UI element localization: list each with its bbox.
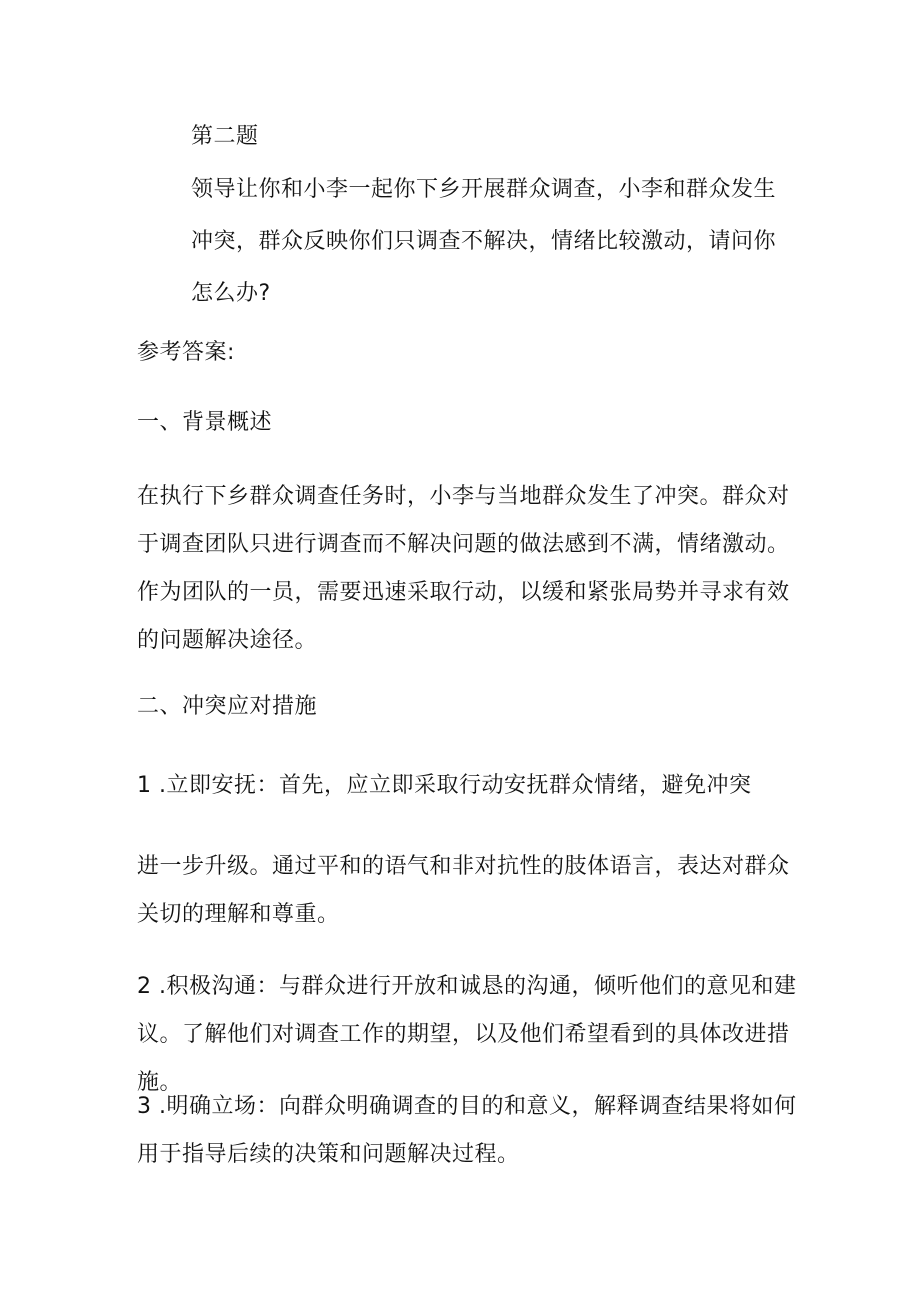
item-number: 1: [137, 773, 152, 798]
measure-item-3: [137, 1083, 797, 1179]
section-heading-background: 一、背景概述: [137, 410, 273, 435]
section-heading-measures: 二、冲突应对措施: [137, 694, 318, 719]
item-number: 2: [137, 974, 152, 999]
item-text: .积极沟通：与群众进行开放和诚恳的沟通，倾听他们的意见和建议。了解他们对调查工作的期望，以及他们希望看到的具体改进措施。: [137, 974, 797, 1095]
measure-item-1-continuation: 进一步升级。通过平和的语气和非对抗性的肢体语言，表达对群众关切的理解和尊重。: [137, 854, 790, 927]
measure-item-1: [137, 771, 837, 801]
background-paragraph: 在执行下乡群众调查任务时，小李与当地群众发生了冲突。群众对于调查团队只进行调查而不解决问题的做法感到不满，情绪激动。作为团队的一员，需要迅速采取行动，以缓和紧张局势并寻求有效的问题解决途径。: [137, 484, 790, 653]
answer-label: 参考答案:: [137, 340, 235, 365]
item-text: .明确立场：向群众明确调查的目的和意义，解释调查结果将如何用于指导后续的决策和问题解决过程。: [137, 1094, 797, 1167]
item-number: 3: [137, 1094, 152, 1119]
question-body: 领导让你和小李一起你下乡开展群众调查，小李和群众发生冲突，群众反映你们只调查不解决，情绪比较激动，请问你怎么办?: [191, 177, 777, 306]
item-text: .立即安抚：首先，应立即采取行动安抚群众情绪，避免冲突: [159, 773, 752, 798]
question-title: 第二题: [191, 124, 259, 149]
